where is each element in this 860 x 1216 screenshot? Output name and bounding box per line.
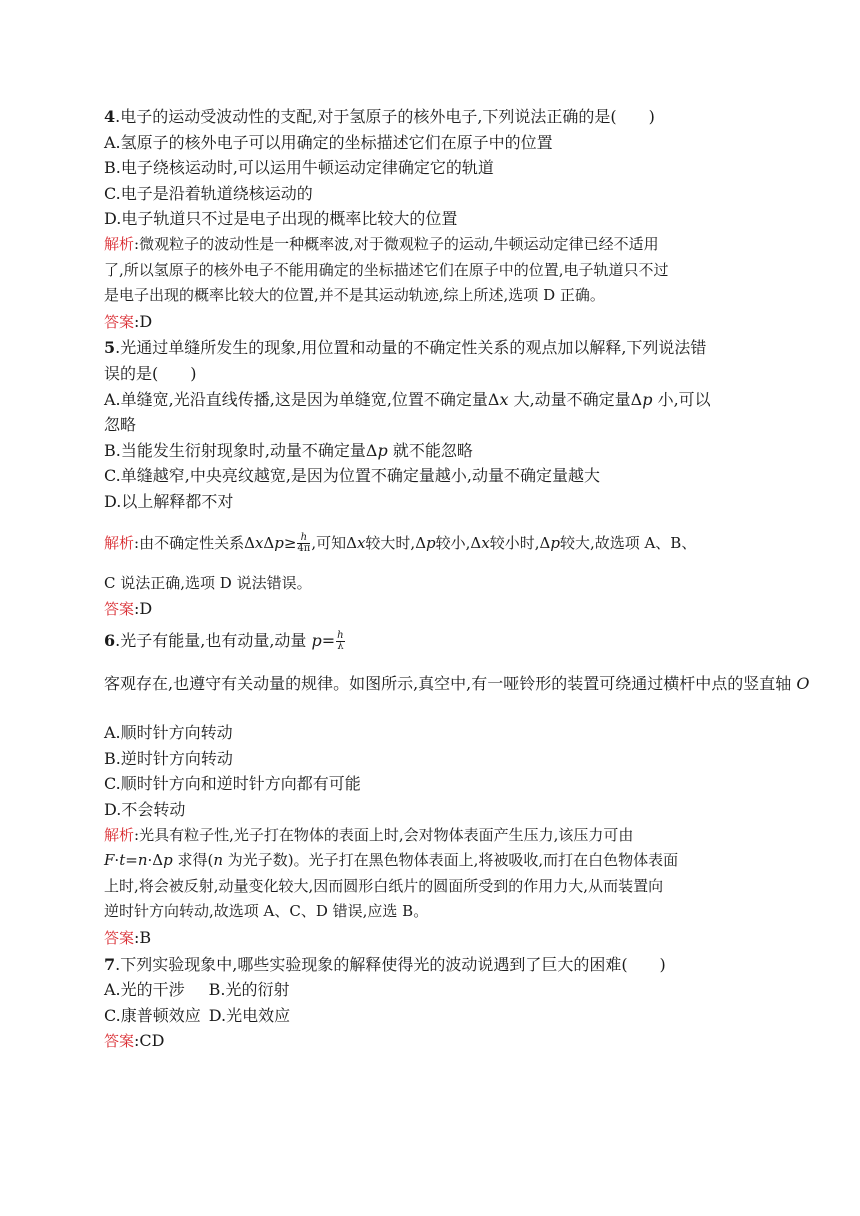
q5-analysis-p3: p bbox=[550, 533, 560, 552]
q5-stem-text-1: .光通过单缝所发生的现象,用位置和动量的不确定性关系的观点加以解释,下列说法错 bbox=[115, 338, 707, 358]
q4-stem bbox=[104, 104, 860, 130]
q6-stem-line-1 bbox=[104, 623, 860, 659]
q5-analysis-x3: x bbox=[481, 533, 490, 552]
q5-analysis-p2: p bbox=[426, 533, 436, 552]
q5-option-c: C.单缝越窄,中央亮纹越宽,是因为位置不确定量越小,动量不确定量越大 bbox=[104, 466, 601, 486]
q6-analysis-dot: · bbox=[114, 851, 120, 870]
q5-analysis-text-4: 较大时,Δ bbox=[365, 533, 427, 552]
q7-stem-text: .下列实验现象中,哪些实验现象的解释使得光的波动说遇到了巨大的困难( ) bbox=[115, 954, 666, 974]
q4-analysis-line-1 bbox=[104, 232, 860, 258]
q5-option-a-text-1: A.单缝宽,光沿直线传播,这是因为单缝宽,位置不确定量Δ bbox=[104, 389, 500, 409]
q5-option-b bbox=[104, 438, 860, 464]
q5-analysis-ge: ≥ bbox=[283, 533, 297, 552]
q5-answer-value: :D bbox=[134, 599, 153, 619]
q6-fraction-h-lambda bbox=[336, 631, 344, 652]
q7-option-a: A.光的干涉 bbox=[104, 980, 185, 1000]
q5-stem-line-2: 误的是( ) bbox=[104, 363, 197, 383]
q6-stem-eq: = bbox=[321, 630, 336, 650]
q5-analysis-x2: x bbox=[356, 533, 366, 552]
q5-analysis-text-6: 较小,Δ bbox=[435, 533, 482, 552]
q5-option-a-text-3: 小,可以 bbox=[652, 389, 711, 409]
q5-analysis-delta: Δ bbox=[263, 533, 275, 552]
q6-answer bbox=[104, 925, 860, 952]
q6-frac-num: h bbox=[337, 629, 344, 641]
q6-analysis-line-1 bbox=[104, 823, 860, 849]
q5-analysis-text-8: 较小时,Δ bbox=[489, 533, 551, 552]
q5-fraction-h-4pi bbox=[297, 533, 310, 554]
q5-frac-den: 4π bbox=[297, 543, 311, 554]
q6-stem-text-2: 客观存在,也遵守有关动量的规律。如图所示,真空中,有一哑铃形的装置可绕通过横杆中点的竖直轴 bbox=[104, 673, 797, 693]
q5-analysis-text-10: 较大,故选项 A、B、 bbox=[559, 533, 697, 552]
q5-frac-num: h bbox=[297, 533, 310, 544]
q5-option-a bbox=[104, 387, 860, 413]
q6-stem-p: p bbox=[311, 630, 322, 650]
q5-option-b-text-1: B.当能发生衍射现象时,动量不确定量Δ bbox=[104, 440, 378, 460]
q7-options-row-2 bbox=[104, 1003, 860, 1029]
q7-options-row-1 bbox=[104, 977, 860, 1003]
q5-analysis-line-1 bbox=[104, 525, 860, 561]
q5-option-a-cont: 忽略 bbox=[104, 415, 137, 435]
q5-analysis-label: 解析 bbox=[104, 533, 135, 552]
q6-number: 6 bbox=[104, 630, 116, 650]
q4-analysis-line-2: 了,所以氢原子的核外电子不能用确定的坐标描述它们在原子中的位置,电子轨道只不过 bbox=[104, 260, 669, 279]
q7-answer-value: :CD bbox=[134, 1031, 165, 1051]
q5-option-a-text-2: 大,动量不确定量Δ bbox=[508, 389, 643, 409]
q6-option-c: C.顺时针方向和逆时针方向都有可能 bbox=[104, 774, 361, 794]
q4-answer-value: :D bbox=[134, 311, 153, 331]
q6-answer-value: :B bbox=[134, 928, 152, 948]
q7-option-c: C.康普顿效应 bbox=[104, 1005, 201, 1025]
q4-stem-text: .电子的运动受波动性的支配,对于氢原子的核外电子,下列说法正确的是( ) bbox=[115, 107, 655, 126]
q4-analysis-label: 解析 bbox=[104, 234, 135, 253]
q6-analysis-line-2 bbox=[104, 848, 860, 874]
q4-number: 4 bbox=[104, 107, 116, 126]
q5-option-a-x: x bbox=[499, 389, 509, 409]
q6-stem-axis: O bbox=[796, 673, 810, 693]
q5-number: 5 bbox=[104, 338, 116, 358]
q5-answer-label: 答案 bbox=[104, 600, 135, 619]
q6-analysis-line-4: 逆时针方向转动,故选项 A、C、D 错误,应选 B。 bbox=[104, 902, 429, 921]
q5-option-d: D.以上解释都不对 bbox=[104, 491, 234, 511]
q6-analysis-label: 解析 bbox=[104, 825, 135, 844]
q4-option-b: B.电子绕核运动时,可以运用牛顿运动定律确定它的轨道 bbox=[104, 158, 494, 178]
q6-analysis-dot-delta: ·Δ bbox=[147, 851, 164, 870]
document-page bbox=[104, 104, 860, 1055]
q4-answer-label: 答案 bbox=[104, 312, 135, 331]
q5-option-b-text-2: 就不能忽略 bbox=[387, 440, 473, 460]
q5-analysis-line-2: C 说法正确,选项 D 说法错误。 bbox=[104, 573, 312, 592]
q4-answer bbox=[104, 309, 860, 336]
q4-option-d: D.电子轨道只不过是电子出现的概率比较大的位置 bbox=[104, 209, 458, 229]
q6-analysis-line-3: 上时,将会被反射,动量变化较大,因而圆形白纸片的圆面所受到的作用力大,从而装置向 bbox=[104, 876, 664, 895]
q6-option-b: B.逆时针方向转动 bbox=[104, 748, 233, 768]
q6-analysis-text-1: :光具有粒子性,光子打在物体的表面上时,会对物体表面产生压力,该压力可由 bbox=[134, 825, 634, 844]
q6-stem-text-1: .光子有能量,也有动量,动量 bbox=[115, 630, 312, 650]
q5-stem-line-1 bbox=[104, 335, 860, 361]
q6-analysis-eq: = bbox=[125, 851, 138, 870]
q6-analysis-F: F bbox=[104, 851, 115, 870]
q6-option-d: D.不会转动 bbox=[104, 800, 186, 820]
q6-analysis-n: n bbox=[137, 851, 148, 870]
q6-analysis-n2: n bbox=[213, 851, 223, 870]
q5-option-b-p: p bbox=[377, 440, 388, 460]
q5-analysis-p: p bbox=[274, 533, 284, 552]
q5-option-a-p: p bbox=[642, 389, 653, 409]
q5-analysis-text-1: :由不确定性关系Δ bbox=[134, 533, 255, 552]
q6-answer-label: 答案 bbox=[104, 929, 135, 948]
q7-answer bbox=[104, 1028, 860, 1055]
q4-option-a: A.氢原子的核外电子可以用确定的坐标描述它们在原子中的位置 bbox=[104, 132, 553, 152]
q5-answer bbox=[104, 596, 860, 623]
q7-answer-label: 答案 bbox=[104, 1032, 135, 1051]
q4-analysis-text-1: :微观粒子的波动性是一种概率波,对于微观粒子的运动,牛顿运动定律已经不适用 bbox=[134, 234, 659, 253]
q4-analysis-line-3: 是电子出现的概率比较大的位置,并不是其运动轨迹,综上所述,选项 D 正确。 bbox=[104, 286, 605, 305]
q7-option-d: D.光电效应 bbox=[208, 1005, 291, 1025]
q6-stem-line-2 bbox=[104, 671, 860, 697]
q6-option-a: A.顺时针方向转动 bbox=[104, 723, 233, 743]
q6-analysis-p: p bbox=[163, 851, 173, 870]
q4-option-c: C.电子是沿着轨道绕核运动的 bbox=[104, 183, 313, 203]
q6-frac-den: λ bbox=[337, 640, 344, 652]
q7-option-b: B.光的衍射 bbox=[208, 980, 290, 1000]
q7-stem bbox=[104, 952, 860, 978]
q6-analysis-t: t bbox=[119, 851, 126, 870]
q7-number: 7 bbox=[104, 954, 116, 974]
q6-analysis-text-2b: 为光子数)。光子打在黑色物体表面上,将被吸收,而打在白色物体表面 bbox=[223, 851, 679, 870]
q6-analysis-text-2a: 求得( bbox=[172, 851, 214, 870]
q5-analysis-x: x bbox=[254, 533, 264, 552]
q5-analysis-text-2: ,可知Δ bbox=[311, 533, 357, 552]
